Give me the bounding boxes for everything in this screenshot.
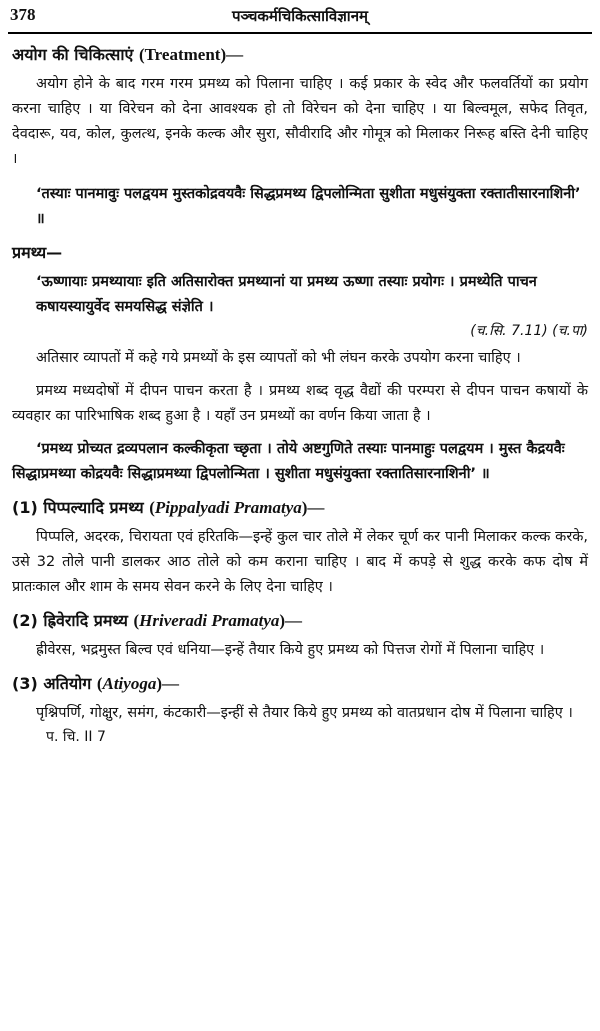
heading-hindi: अयोग की चिकित्साएं xyxy=(12,45,134,64)
pramathya-verse-2: ‘प्रमथ्य प्रोच्यत द्रव्यपलान कल्कीकृता च्छृता । तोये अष्टगुणिते तस्याः पानमाहुः पलद्वयम । मुस्त कैद्रयवैः सिद्धाप्रमथ्या कोद्रयवैः सिद्धाप्रमथ्या द्विपलोन्मिता । सुशीता मधुसंयुक्ता रक्तातिसारनाशिनी’ ॥ xyxy=(12,441,565,482)
page-number: 378 xyxy=(10,5,36,24)
pippalyadi-paragraph: पिप्पलि, अदरक, चिरायता एवं हरितकि—इन्हें कुल चार तोले में लेकर चूर्ण कर पानी मिलाकर कल्क करके, उसे 32 तोले पानी डालकर आठ तोले को कम कराना चाहिए । बाद में कपड़े से शुद्ध करके कफ दोष में प्रातःकाल और शाम के समय सेवन करने के लिए देना चाहिए । xyxy=(12,529,588,595)
section-heading-pramathya: प्रमथ्य— xyxy=(12,243,63,262)
pramathya-paragraph-1: अतिसार व्यापतों में कहे गये प्रमथ्यों के इस व्यापतों को भी लंघन करके उपयोग करना चाहिए । xyxy=(36,350,521,366)
header-rule xyxy=(8,32,592,34)
verse-citation: (च.सि. 7.11) (च.पा) xyxy=(470,323,588,339)
running-title: पञ्चकर्मचिकित्साविज्ञानम् xyxy=(232,7,368,25)
section-heading-atiyoga xyxy=(12,673,588,695)
heading-hindi: (2) ह्रिवेरादि प्रमथ्य xyxy=(12,611,128,630)
heading-english: (Atiyoga)— xyxy=(96,674,180,693)
heading-english: (Hriveradi Pramatya)— xyxy=(133,611,303,630)
hriveradi-paragraph: ह्रीवेरस, भद्रमुस्त बिल्व एवं धनिया—इन्हें तैयार किये हुए प्रमथ्य को पित्तज रोगों में पिलाना चाहिए । xyxy=(36,642,545,658)
heading-hindi: (3) अतियोग xyxy=(12,674,92,693)
heading-hindi: (1) पिप्पल्यादि प्रमथ्य xyxy=(12,498,144,517)
section-heading-pippalyadi xyxy=(12,497,588,519)
page-header xyxy=(10,5,590,31)
pramathya-paragraph-2: प्रमथ्य मध्यदोषों में दीपन पाचन करता है । प्रमथ्य शब्द वृद्ध वैद्यों की परम्परा से दीपन पाचन कषायों के व्यवहार का पारिभाषिक शब्द हुआ है । यहाँ उन प्रमथ्यों का वर्णन किया जाता है । xyxy=(12,383,588,424)
treatment-verse: ‘तस्याः पानमावुः पलद्वयम मुस्तकोद्रवयवैः सिद्धप्रमथ्य द्विपलोन्मिता सुशीता मधुसंयुक्ता रक्तातीसारनाशिनी’ ॥ xyxy=(36,186,581,227)
treatment-paragraph: अयोग होने के बाद गरम गरम प्रमथ्य को पिलाना चाहिए । कई प्रकार के स्वेद और फलवर्तियों का प्रयोग करना चाहिए । या विरेचन को देना आवश्यक हो तो विरेचन को देना चाहिए । या बिल्वमूल, सफेद तिवृत, देवदारू, यव, कोल, कुलत्थ, इनके कल्क और सुरा, सौवीरादि और गोमूत्र को मिलाकर निरूह बस्ति देनी चाहिए । xyxy=(12,76,588,167)
section-heading-treatment xyxy=(12,44,588,66)
page-body xyxy=(12,38,588,747)
atiyoga-paragraph: पृश्निपर्णि, गोक्षुर, समंग, कंटकारी—इन्हीं से तैयार किये हुए प्रमथ्य को वातप्रधान दोष में पिलाना चाहिए । xyxy=(36,705,573,721)
heading-english: (Treatment)— xyxy=(138,45,244,64)
section-heading-hriveradi xyxy=(12,610,588,632)
heading-english: (Pippalyadi Pramatya)— xyxy=(149,498,325,517)
footnote: प. चि. II 7 xyxy=(46,729,106,745)
pramathya-verse: ‘ऊष्णायाः प्रमथ्यायाः इति अतिसारोक्त प्रमथ्यानां या प्रमथ्य ऊष्णा तस्याः प्रयोगः । प्रमथ्येति पाचन कषायस्यायुर्वेद समयसिद्ध संज्ञेति । xyxy=(36,274,537,315)
